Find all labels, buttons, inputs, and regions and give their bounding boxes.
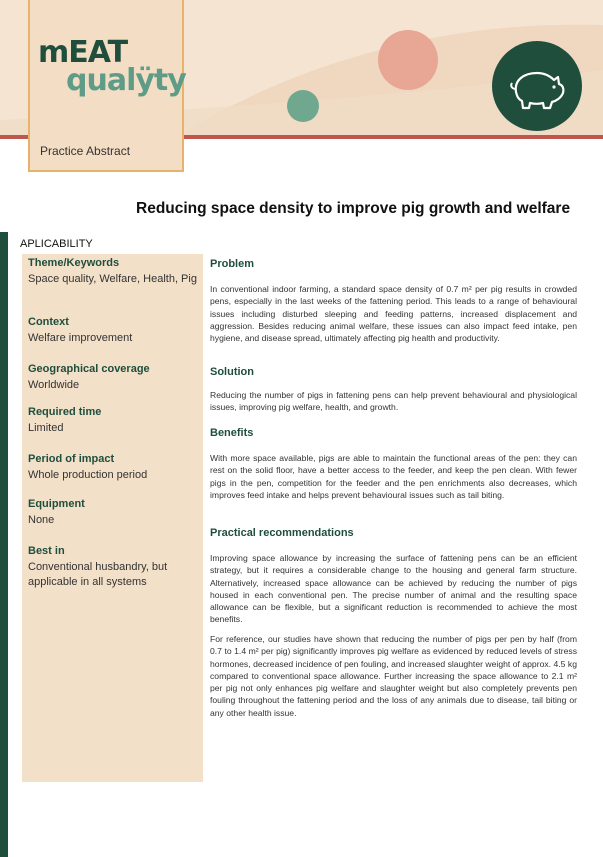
sidebar-heading: Period of impact bbox=[28, 453, 115, 465]
section-heading-benefits: Benefits bbox=[210, 427, 254, 439]
logo bbox=[38, 35, 186, 98]
logo-box bbox=[28, 0, 184, 172]
sidebar-value: Conventional husbandry, but applicable in all systems bbox=[28, 561, 168, 588]
sidebar-heading: Context bbox=[28, 316, 69, 328]
paragraph-recommendations-1: Improving space allowance by increasing the surface of fattening pens can be an efficient strategy, but it requires a considerable change to the housing and general farm structure. Alternatively, increased space allowance can be achieved by reducing the number of pigs housed in each conventional pen. The precise number of animal and the resulting space allowance can be flexible, but a significant reduction is recommended to achieve the most benefits. bbox=[210, 553, 577, 625]
logo-line2: qualÿty bbox=[66, 63, 186, 98]
decorative-circle-salmon bbox=[378, 30, 438, 90]
practice-abstract-label: Practice Abstract bbox=[40, 144, 131, 158]
sidebar-item-period-of-impact bbox=[28, 453, 198, 483]
sidebar-heading: Required time bbox=[28, 406, 102, 418]
sidebar-value: Worldwide bbox=[28, 379, 80, 391]
decorative-circle-green bbox=[287, 90, 319, 122]
sidebar-heading: Best in bbox=[28, 545, 65, 557]
page-title: Reducing space density to improve pig growth and welfare bbox=[136, 200, 571, 217]
paragraph-solution: Reducing the number of pigs in fattening pens can help prevent behavioural and physiological issues, improving pig welfare, health, and growth. bbox=[210, 390, 577, 413]
section-heading-practical-recommendations: Practical recommendations bbox=[210, 527, 354, 539]
sidebar-item-context bbox=[28, 316, 198, 346]
sidebar-heading: Theme/Keywords bbox=[28, 257, 120, 269]
sidebar-item-equipment bbox=[28, 498, 198, 528]
sidebar-heading: Equipment bbox=[28, 498, 85, 510]
applicability-sidebar bbox=[22, 254, 203, 782]
sidebar-value: None bbox=[28, 514, 55, 526]
sidebar-value: Space quality, Welfare, Health, Pig bbox=[28, 273, 197, 285]
sidebar-item-required-time bbox=[28, 406, 198, 436]
applicability-label: APLICABILITY bbox=[20, 238, 93, 250]
paragraph-benefits: With more space available, pigs are able to maintain the functional areas of the pen: they can rest on the solid floor, have a better access to the feeder, and keep the pen clean. With fewer pigs in the pen, competition for the feeder and the pen enrichments also decreases, which improves feed intake and helps prevent behavioural issues such as tail biting. bbox=[210, 453, 577, 500]
section-heading-solution: Solution bbox=[210, 366, 254, 378]
paragraph-problem: In conventional indoor farming, a standard space density of 0.7 m² per pig results in crowded pens, especially in the last weeks of the fattening period. This leads to a range of behavioural issues including disturbed sleeping and feeding patterns, increased displacement and aggression. Besides reducing animal welfare, these issues can also impact feed intake, pen hygiene, and disease spread, ultimately affecting pig health and productivity. bbox=[210, 284, 577, 344]
header-banner bbox=[0, 0, 603, 172]
sidebar-value: Limited bbox=[28, 422, 64, 434]
sidebar-heading: Geographical coverage bbox=[28, 363, 150, 375]
pig-icon bbox=[508, 64, 568, 110]
sidebar-value: Welfare improvement bbox=[28, 332, 133, 344]
paragraph-recommendations-2: For reference, our studies have shown that reducing the number of pigs per pen by half (from 0.7 to 1.4 m² per pig) significantly improves pig welfare as evidenced by reduced levels of stress hormones, decreased incidence of pen fouling, and increased slaughter weight of approx. 4.5 kg compared to conventional space allowance. Further increasing the space allowance to 2.1 m² per pig not only enhances pig welfare and slaughter weight but also completely prevents pen fouling throughout the fattening period and the loss of any animals due to disease, tail biting or any other health issue. bbox=[210, 634, 577, 718]
logo-line1: mEAT bbox=[38, 35, 128, 70]
sidebar-value: Whole production period bbox=[28, 469, 148, 481]
left-accent-bar bbox=[0, 232, 8, 857]
section-heading-problem: Problem bbox=[210, 258, 255, 270]
sidebar-item-theme bbox=[28, 257, 198, 287]
sidebar-item-best-in bbox=[28, 545, 198, 590]
sidebar-item-geographical-coverage bbox=[28, 363, 198, 393]
